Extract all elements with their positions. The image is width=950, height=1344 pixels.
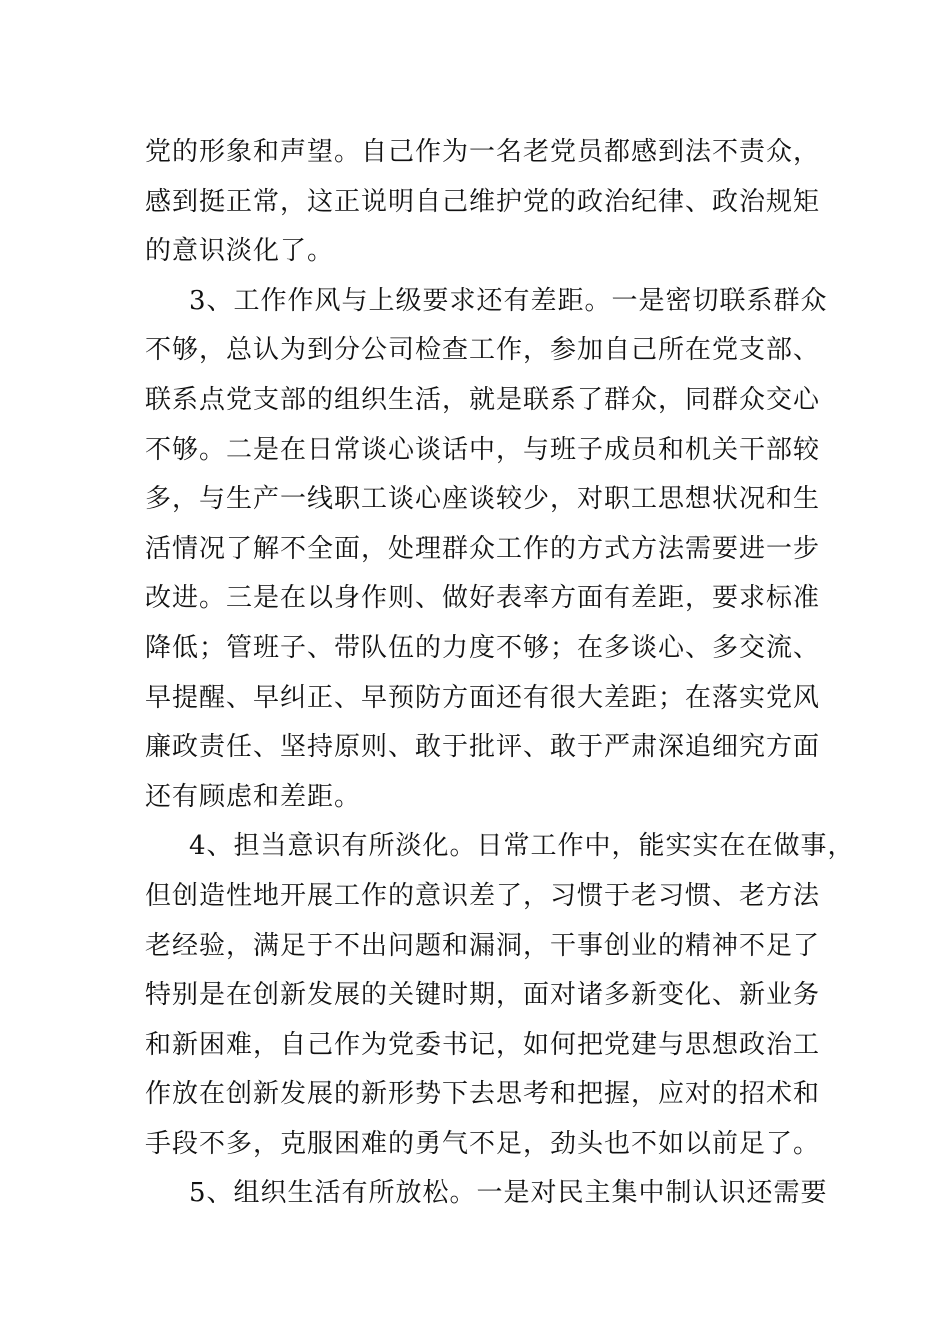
- document-page: [145, 128, 855, 1219]
- text-line: 降低；管班子、带队伍的力度不够；在多谈心、多交流、: [145, 632, 821, 663]
- text-line: 和新困难，自己作为党委书记，如何把党建与思想政治工: [145, 1029, 821, 1060]
- text-line: 党的形象和声望。自己作为一名老党员都感到法不责众，: [145, 137, 821, 167]
- text-line: 改进。三是在以身作则、做好表率方面有差距，要求标准: [145, 583, 821, 614]
- paragraph-work-style: [145, 277, 828, 823]
- text-line: 的意识淡化了。: [145, 236, 335, 267]
- text-line: 作放在创新发展的新形势下去思考和把握，应对的招术和: [145, 1079, 821, 1110]
- text-line: 不够，总认为到分公司检查工作，参加自己所在党支部、: [145, 335, 821, 366]
- text-line: 老经验，满足于不出问题和漏洞，干事创业的精神不足了: [145, 930, 821, 961]
- text-line: 感到挺正常，这正说明自己维护党的政治纪律、政治规矩: [145, 186, 821, 217]
- text-line: 3、工作作风与上级要求还有差距。一是密切联系群众: [189, 285, 828, 316]
- text-line: 多，与生产一线职工谈心座谈较少，对职工思想状况和生: [145, 484, 821, 515]
- text-line: 不够。二是在日常谈心谈话中，与班子成员和机关干部较: [145, 434, 821, 465]
- paragraph-responsibility: [145, 822, 855, 1169]
- paragraph-org-life: [145, 1169, 828, 1219]
- text-line: 特别是在创新发展的关键时期，面对诸多新变化、新业务: [145, 980, 821, 1011]
- text-line: 手段不多，克服困难的勇气不足，劲头也不如以前足了。: [145, 1128, 821, 1159]
- text-line: 但创造性地开展工作的意识差了，习惯于老习惯、老方法: [145, 880, 821, 911]
- text-line: 5、组织生活有所放松。一是对民主集中制认识还需要: [189, 1178, 828, 1209]
- text-line: 廉政责任、坚持原则、敢于批评、敢于严肃深追细究方面: [145, 732, 821, 763]
- text-line: 还有顾虑和差距。: [145, 781, 362, 812]
- paragraph-party-image: [145, 128, 821, 277]
- text-line: 4、担当意识有所淡化。日常工作中，能实实在在做事，: [189, 831, 855, 862]
- text-line: 早提醒、早纠正、早预防方面还有很大差距；在落实党风: [145, 682, 821, 713]
- text-line: 活情况了解不全面，处理群众工作的方式方法需要进一步: [145, 533, 821, 564]
- text-line: 联系点党支部的组织生活，就是联系了群众，同群众交心: [145, 384, 821, 415]
